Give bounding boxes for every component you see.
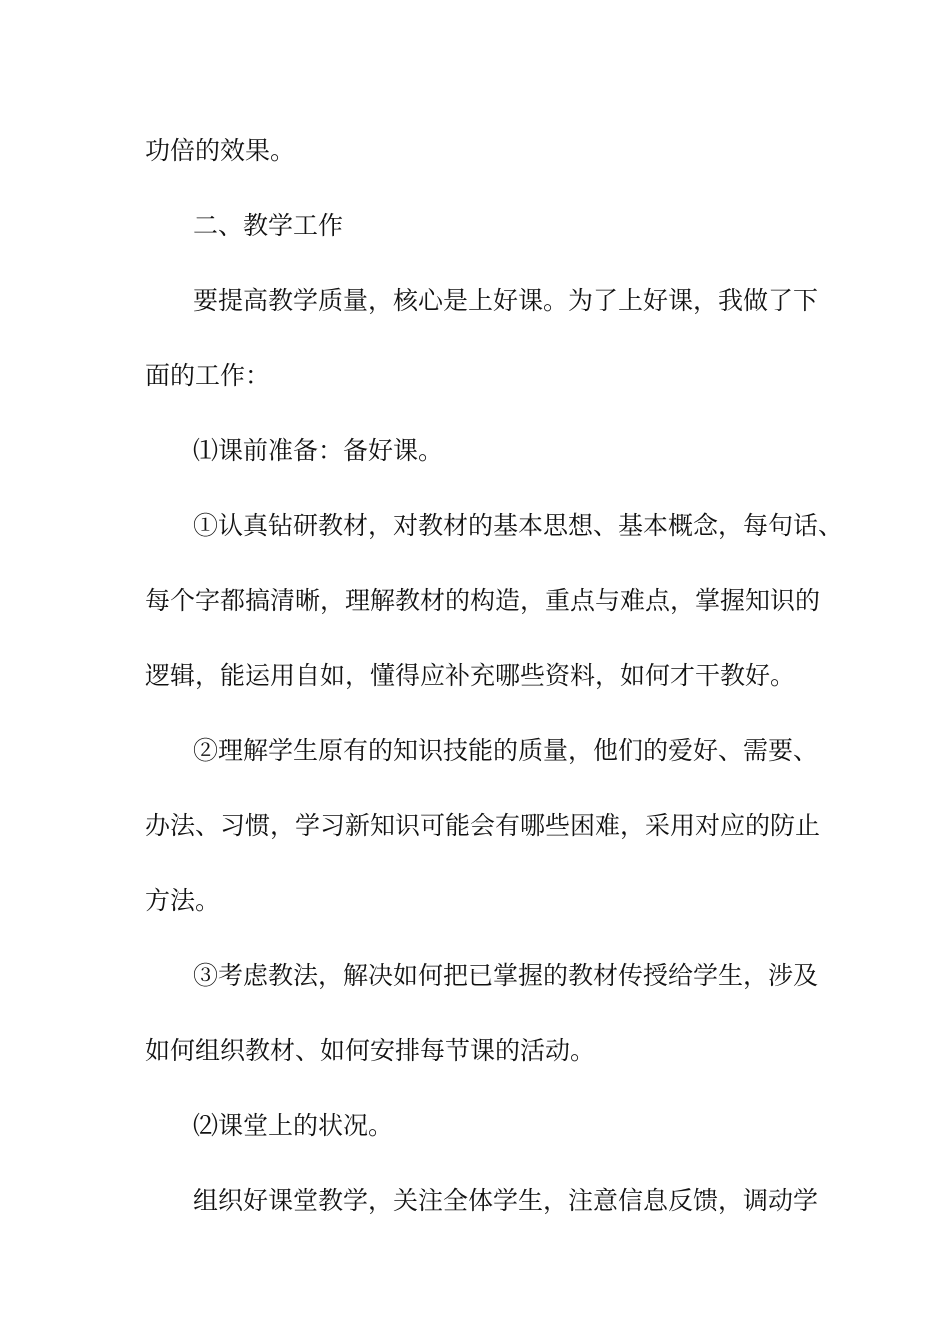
paragraph-line: 逻辑，能运用自如，懂得应补充哪些资料，如何才干教好。 [145, 661, 796, 690]
paragraph-line: 方法。 [145, 886, 221, 915]
paragraph-line: 要提高教学质量，核心是上好课。为了上好课，我做了下 [193, 286, 819, 315]
paragraph-line: 每个字都搞清晰，理解教材的构造，重点与难点，掌握知识的 [145, 586, 821, 615]
paragraph-line: 如何组织教材、如何安排每节课的活动。 [145, 1036, 596, 1065]
paragraph-line: 办法、习惯，学习新知识可能会有哪些困难，采用对应的防止 [145, 811, 821, 840]
paragraph-line: 组织好课堂教学，关注全体学生，注意信息反馈，调动学 [193, 1186, 819, 1215]
paragraph-line: 功倍的效果。 [145, 136, 296, 165]
paragraph-line: ②理解学生原有的知识技能的质量，他们的爱好、需要、 [193, 736, 819, 765]
paragraph-line: 面的工作： [145, 361, 271, 390]
paragraph-line: ①认真钻研教材，对教材的基本思想、基本概念，每句话、 [193, 511, 844, 540]
subsection-heading: ⑴课前准备：备好课。 [193, 436, 444, 465]
paragraph-line: ③考虑教法，解决如何把已掌握的教材传授给学生，涉及 [193, 961, 819, 990]
section-heading: 二、教学工作 [193, 211, 344, 240]
subsection-heading: ⑵课堂上的状况。 [193, 1111, 394, 1140]
